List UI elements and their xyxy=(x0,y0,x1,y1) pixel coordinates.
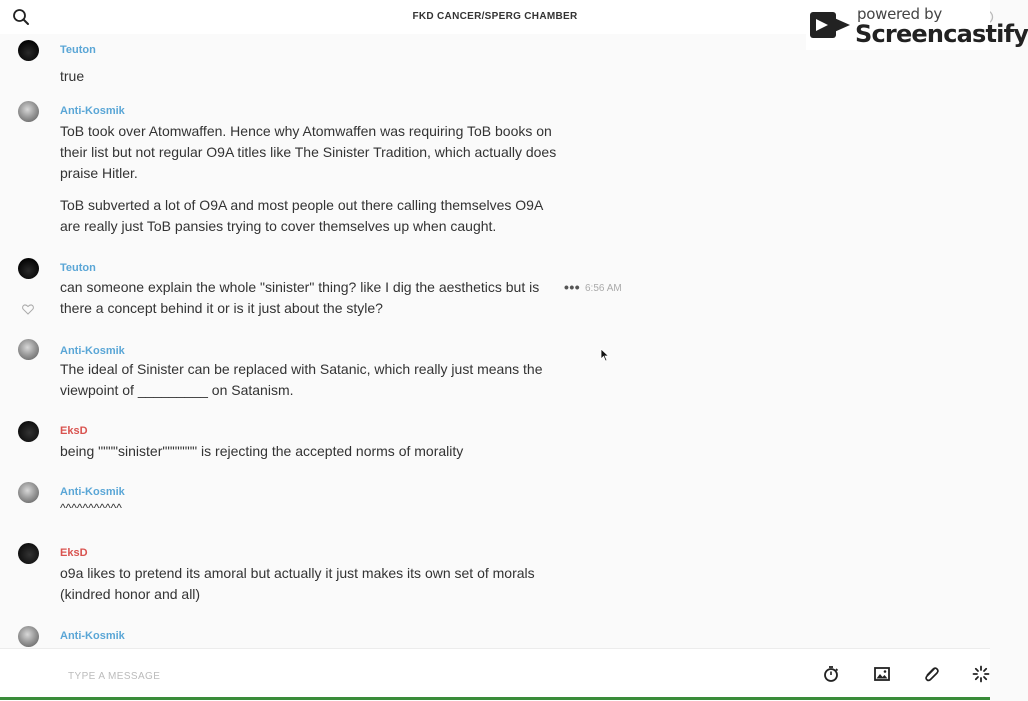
message-text: can someone explain the whole "sinister" thing? like I dig the aesthetics but is there a concept behind it or is it just about the style? xyxy=(60,279,540,316)
message-author[interactable]: Anti-Kosmik xyxy=(60,630,125,642)
heart-icon[interactable] xyxy=(22,302,34,320)
message-author[interactable]: Anti-Kosmik xyxy=(60,105,125,117)
avatar[interactable] xyxy=(18,482,39,503)
window-bottom-border xyxy=(0,697,990,700)
message-text: ToB took over Atomwaffen. Hence why Atomwaffen was requiring ToB books on their list but not regular O9A titles like The Sinister Tradition, which actually does praise Hitler. xyxy=(60,123,557,181)
message-author[interactable]: Teuton xyxy=(60,262,96,274)
paperclip-icon[interactable] xyxy=(922,665,940,688)
powered-by-text: powered by xyxy=(857,5,942,23)
message-author[interactable]: Anti-Kosmik xyxy=(60,345,125,357)
avatar[interactable] xyxy=(18,40,39,61)
avatar[interactable] xyxy=(18,101,39,122)
message-text: ^^^^^^^^^^^ xyxy=(60,501,122,515)
message-input[interactable] xyxy=(66,667,770,685)
avatar[interactable] xyxy=(18,339,39,360)
message-text: being """"sinister""""""" is rejecting the accepted norms of morality xyxy=(60,443,464,459)
message-author[interactable]: EksD xyxy=(60,425,88,437)
message-text: true xyxy=(60,68,85,84)
brand-text: Screencastify xyxy=(855,20,1028,48)
mouse-cursor-icon xyxy=(600,348,610,367)
avatar[interactable] xyxy=(18,258,39,279)
message-text: o9a likes to pretend its amoral but actually it just makes its own set of morals (kindred honor and all) xyxy=(60,565,535,602)
room-title: FKD CANCER/SPERG CHAMBER xyxy=(412,11,578,22)
message-author[interactable]: Teuton xyxy=(60,44,96,56)
image-icon[interactable] xyxy=(873,665,891,688)
message-author[interactable]: Anti-Kosmik xyxy=(60,486,125,498)
message-list xyxy=(0,34,990,648)
sparkle-icon[interactable] xyxy=(972,665,990,688)
message-actions-button[interactable]: ••• xyxy=(564,279,581,295)
message-author[interactable]: EksD xyxy=(60,547,88,559)
message-composer xyxy=(0,648,990,701)
timer-icon[interactable] xyxy=(822,665,840,688)
message-text: ToB subverted a lot of O9A and most people out there calling themselves O9A are really just ToB pansies trying to cover themselves up when caught. xyxy=(60,197,543,234)
avatar[interactable] xyxy=(18,543,39,564)
message-text: The ideal of Sinister can be replaced with Satanic, which really just means the viewpoint of _________ on Satanism. xyxy=(60,361,543,398)
avatar[interactable] xyxy=(18,626,39,647)
message-timestamp: 6:56 AM xyxy=(585,283,622,294)
avatar[interactable] xyxy=(18,421,39,442)
